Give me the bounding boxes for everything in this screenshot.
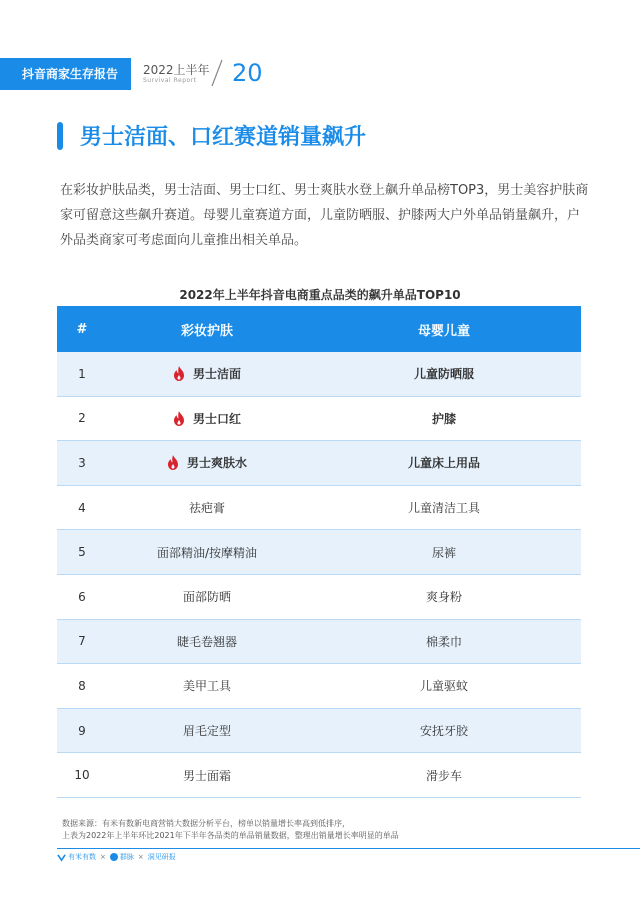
footer-divider [57, 848, 640, 849]
beauty-cell [107, 767, 307, 784]
beauty-item: 面部精油/按摩精油 [156, 545, 258, 560]
beauty-cell [107, 722, 307, 739]
baby-cell: 儿童清洁工具 [407, 501, 480, 516]
table-row [57, 486, 581, 531]
rank-cell: 8 [78, 678, 86, 693]
beauty-cell [107, 410, 307, 427]
table-row [57, 620, 581, 665]
slash-divider-icon [210, 58, 224, 88]
flame-icon [173, 411, 185, 426]
beauty-cell [107, 544, 307, 561]
beauty-cell [107, 499, 307, 516]
table-row [57, 575, 581, 620]
data-source-note [62, 818, 399, 842]
table-row [57, 530, 581, 575]
logo-separator: × [100, 853, 106, 861]
rank-cell: 5 [78, 545, 86, 560]
rank-cell: 4 [78, 500, 86, 515]
table-header [57, 306, 581, 352]
beauty-item: 睫毛卷翘器 [176, 634, 237, 649]
report-tag: 抖音商家生存报告 [0, 58, 131, 90]
rank-cell: 10 [74, 768, 90, 783]
report-subtitle: Survival Report [143, 77, 197, 84]
baby-cell: 尿裤 [431, 545, 456, 560]
logo-qunmai: 群脉 [110, 852, 134, 862]
header-baby: 母婴儿童 [417, 323, 470, 339]
baby-cell: 滑步车 [425, 768, 462, 783]
section-paragraph: 在彩妆护肤品类，男士洁面、男士口红、男士爽肤水登上飙升单品榜TOP3，男士美容护肤商家可留意这些飙升赛道。母婴儿童赛道方面，儿童防晒服、护膝两大户外单品销量飙升，户外品类商家可考虑面向儿童推出相关单品。 [60, 183, 589, 248]
table-row [57, 441, 581, 486]
flame-icon [167, 455, 179, 470]
qunmai-logo-icon [110, 853, 118, 861]
rank-cell: 6 [78, 589, 86, 604]
beauty-cell [107, 588, 307, 605]
rank-cell: 1 [78, 366, 86, 381]
baby-cell: 爽身粉 [425, 590, 462, 605]
rank-cell: 2 [78, 411, 86, 426]
table-row [57, 709, 581, 754]
header-rank: # [76, 321, 88, 337]
youmi-logo-icon [57, 853, 66, 862]
baby-cell: 儿童床上用品 [407, 456, 480, 471]
table-row [57, 352, 581, 397]
beauty-cell [107, 633, 307, 650]
baby-cell: 儿童驱蚊 [419, 679, 468, 694]
baby-cell: 安抚牙胶 [419, 724, 468, 739]
baby-cell: 棉柔巾 [425, 634, 462, 649]
beauty-item: 祛疤膏 [188, 501, 225, 516]
report-year: 2022上半年 [143, 63, 210, 77]
header-beauty: 彩妆护肤 [180, 323, 233, 339]
section-title: 男士洁面、口红赛道销量飙升 [80, 125, 367, 150]
beauty-item: 男士爽肤水 [186, 456, 247, 471]
ranking-table [57, 306, 581, 798]
beauty-item: 美甲工具 [182, 679, 231, 694]
table-row [57, 753, 581, 798]
beauty-item: 男士口红 [192, 411, 241, 426]
partner-logos [57, 852, 176, 862]
beauty-item: 男士洁面 [192, 367, 241, 382]
beauty-item: 眉毛定型 [182, 724, 231, 739]
logo-separator: × [137, 853, 144, 861]
source-line-1: 数据来源：有米有数新电商营销大数据分析平台，榜单以销量增长率高到低排序， [62, 819, 350, 828]
beauty-cell [107, 365, 307, 382]
beauty-cell [107, 454, 307, 471]
report-header [0, 58, 640, 90]
heading-accent-bar [57, 122, 63, 150]
beauty-item: 面部防晒 [182, 590, 231, 605]
logo-youmi: 有米有数 [57, 852, 96, 862]
table-title: 2022年上半年抖音电商重点品类的飙升单品TOP10 [179, 288, 461, 302]
baby-cell: 护膝 [431, 411, 456, 426]
flame-icon [173, 366, 185, 381]
page-number: 20 [232, 59, 263, 87]
beauty-cell [107, 677, 307, 694]
rank-cell: 3 [78, 455, 86, 470]
rank-cell: 9 [78, 723, 86, 738]
table-body [57, 352, 581, 798]
rank-cell: 7 [78, 634, 86, 649]
table-row [57, 664, 581, 709]
table-row [57, 397, 581, 442]
baby-cell: 儿童防晒服 [413, 367, 474, 382]
beauty-item: 男士面霜 [182, 768, 231, 783]
logo-dongjian: 洞见研报 [147, 853, 176, 861]
source-line-2: 上表为2022年上半年环比2021年下半年各品类的单品销量数据，整理出销量增长率明显的单品 [62, 831, 399, 840]
